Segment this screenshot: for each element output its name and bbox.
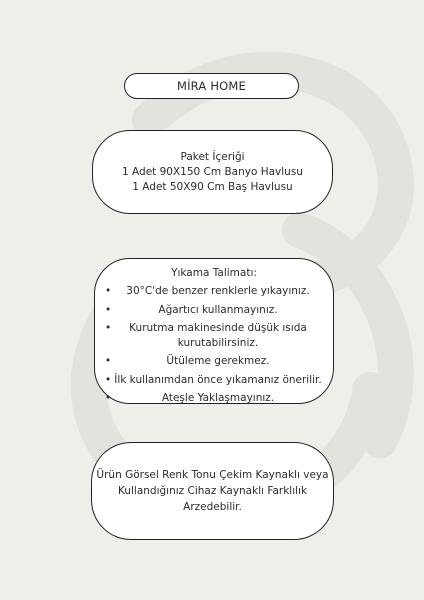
bullet-icon: • — [105, 285, 112, 297]
washing-item-text: İlk kullanımdan önce yıkamanız önerilir. — [114, 373, 322, 386]
bullet-icon: • — [105, 392, 112, 404]
bullet-icon: • — [105, 373, 112, 386]
washing-list — [95, 282, 333, 408]
brand-box — [124, 73, 299, 99]
washing-item-text: 30°C'de benzer renklerle yıkayınız. — [126, 285, 310, 297]
package-title: Paket İçeriği — [180, 150, 245, 163]
bullet-icon: • — [105, 303, 112, 316]
washing-item — [95, 371, 333, 390]
washing-instructions-box — [94, 258, 334, 404]
washing-item-text: Kurutma makinesinde düşük ısıda kurutabilirsiniz. — [129, 322, 307, 349]
washing-item — [95, 319, 333, 352]
disclaimer-line: Arzedebilir. — [183, 501, 242, 513]
washing-title: Yıkama Talimatı: — [171, 267, 257, 279]
washing-item-text: Ütüleme gerekmez. — [166, 355, 270, 367]
disclaimer-line: Kullandığınız Cihaz Kaynaklı Farklılık — [117, 485, 308, 497]
washing-item-text: Ateşle Yaklaşmayınız. — [161, 392, 275, 404]
bullet-icon: • — [105, 355, 112, 367]
washing-item-text: Ağartıcı kullanmayınız. — [158, 303, 278, 316]
bullet-icon: • — [105, 322, 112, 334]
washing-item — [95, 301, 333, 320]
disclaimer-line: Ürün Görsel Renk Tonu Çekim Kaynaklı veya — [96, 469, 329, 481]
washing-item — [95, 389, 333, 408]
washing-item — [95, 352, 333, 371]
package-contents-box — [92, 130, 333, 214]
package-line: 1 Adet 50X90 Cm Baş Havlusu — [132, 180, 293, 193]
brand-name: MİRA HOME — [176, 79, 247, 93]
package-line: 1 Adet 90X150 Cm Banyo Havlusu — [122, 165, 303, 178]
disclaimer-box — [91, 442, 334, 540]
washing-item — [95, 282, 333, 301]
